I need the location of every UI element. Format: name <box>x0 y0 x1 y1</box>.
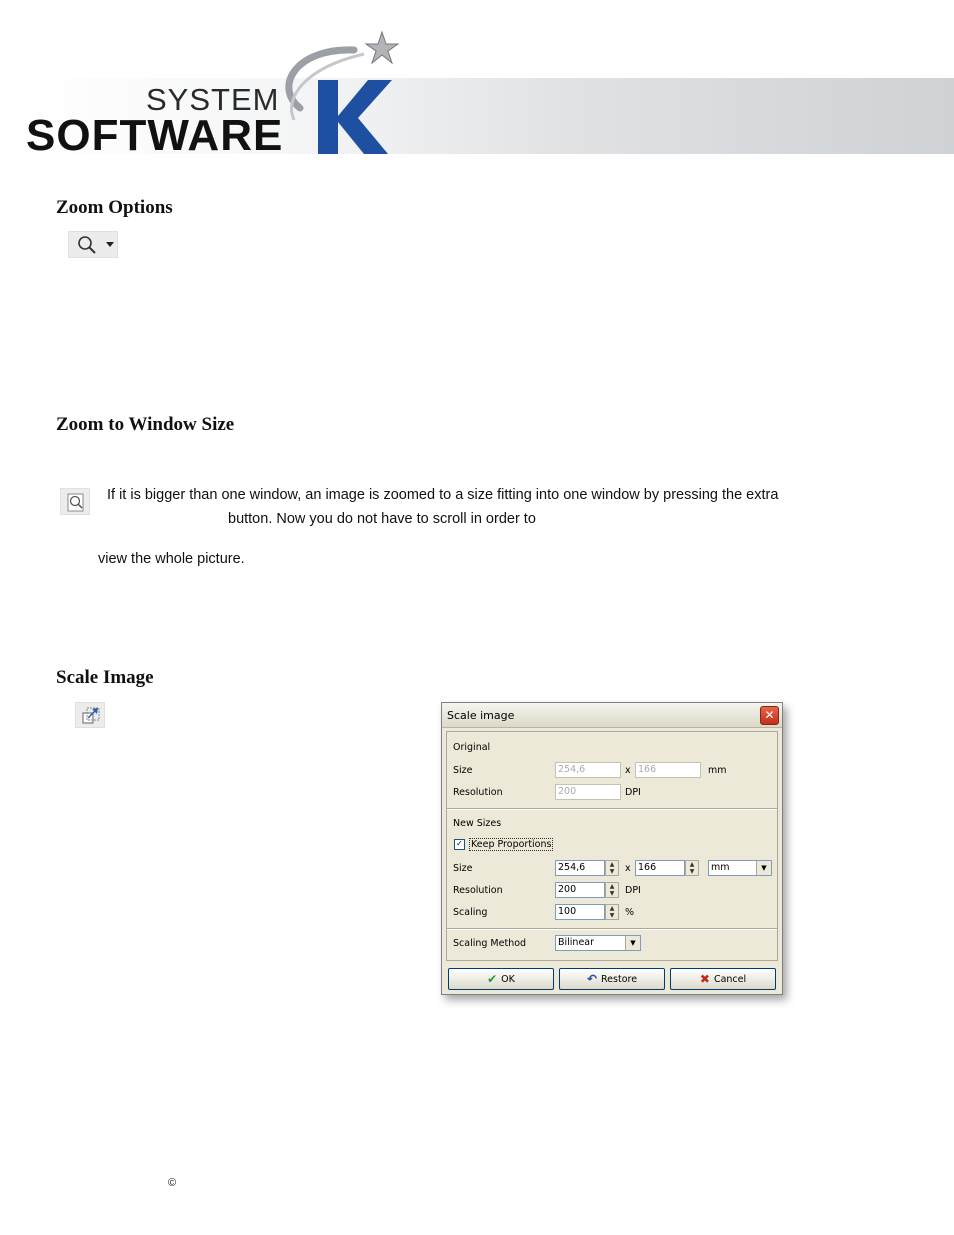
check-icon: ✓ <box>456 839 463 848</box>
zoom-window-heading: Zoom to Window Size <box>56 414 235 435</box>
original-resolution-field: 200 <box>555 784 621 800</box>
new-size-label: Size <box>453 863 473 874</box>
copyright-symbol: © <box>168 1177 177 1189</box>
new-x-label: x <box>625 863 631 874</box>
magnifier-dropdown-icon <box>69 232 119 259</box>
zoom-options-heading: Zoom Options <box>56 197 173 218</box>
original-size-label: Size <box>453 765 473 776</box>
chevron-down-icon: ▼ <box>625 936 640 950</box>
original-width-field: 254,6 <box>555 762 621 778</box>
cancel-button[interactable] <box>670 968 776 990</box>
zoom-window-text-line2: button. Now you do not have to scroll in order to <box>228 511 536 527</box>
scale-image-button[interactable] <box>75 702 105 728</box>
restore-button-label: Restore <box>601 974 638 985</box>
close-icon: ✕ <box>764 708 775 722</box>
new-height-spinner[interactable]: ▲ ▼ <box>685 860 699 876</box>
new-resolution-field[interactable]: 200 <box>555 882 605 898</box>
logo-system-text: SYSTEM <box>146 82 280 117</box>
star-swoosh-logo <box>264 28 404 156</box>
scale-image-icon <box>76 703 106 729</box>
restore-button[interactable] <box>559 968 665 990</box>
close-button[interactable] <box>760 706 779 725</box>
scaling-method-select[interactable] <box>555 935 641 951</box>
undo-icon: ↶ <box>586 972 597 986</box>
scale-image-heading: Scale Image <box>56 667 154 688</box>
unit-select-value: mm <box>711 862 730 873</box>
original-group-label: Original <box>453 742 491 753</box>
zoom-window-text-line3: view the whole picture. <box>98 551 245 567</box>
new-resolution-spinner[interactable]: ▲ ▼ <box>605 882 619 898</box>
new-sizes-group-label: New Sizes <box>453 818 502 829</box>
ok-button[interactable] <box>448 968 554 990</box>
new-resolution-label: Resolution <box>453 885 503 896</box>
scaling-spinner[interactable]: ▲ ▼ <box>605 904 619 920</box>
cross-icon: ✖ <box>699 972 710 986</box>
checkmark-icon: ✔ <box>487 972 498 986</box>
scaling-field[interactable]: 100 <box>555 904 605 920</box>
scale-image-dialog <box>441 702 783 995</box>
new-width-field[interactable]: 254,6 <box>555 860 605 876</box>
original-x-label: x <box>625 765 631 776</box>
new-width-spinner[interactable]: ▲ ▼ <box>605 860 619 876</box>
scaling-method-label: Scaling Method <box>453 938 527 949</box>
dialog-panel <box>446 731 778 961</box>
percent-label: % <box>625 907 635 918</box>
chevron-down-icon: ▼ <box>756 861 771 875</box>
zoom-window-text-line1: If it is bigger than one window, an image is zoomed to a size fitting into one window by pressing the extra <box>107 487 779 503</box>
unit-select[interactable] <box>708 860 772 876</box>
separator <box>447 928 777 930</box>
zoom-to-window-button[interactable] <box>60 488 90 515</box>
original-height-field: 166 <box>635 762 701 778</box>
zoom-to-window-icon <box>61 489 91 516</box>
new-dpi-label: DPI <box>625 885 641 896</box>
keep-proportions-checkbox[interactable] <box>454 839 465 850</box>
zoom-options-button[interactable] <box>68 231 118 258</box>
keep-proportions-label[interactable]: Keep Proportions <box>471 839 552 850</box>
original-resolution-label: Resolution <box>453 787 503 798</box>
original-unit-label: mm <box>708 765 727 776</box>
dialog-title: Scale image <box>447 709 515 722</box>
dialog-title-bar <box>442 703 782 728</box>
scaling-method-value: Bilinear <box>558 937 595 948</box>
logo-software-text: SOFTWARE <box>26 111 284 160</box>
original-dpi-label: DPI <box>625 787 641 798</box>
ok-button-label: OK <box>501 974 515 985</box>
separator <box>447 808 777 810</box>
cancel-button-label: Cancel <box>713 974 747 985</box>
scaling-label: Scaling <box>453 907 488 918</box>
new-height-field[interactable]: 166 <box>635 860 685 876</box>
